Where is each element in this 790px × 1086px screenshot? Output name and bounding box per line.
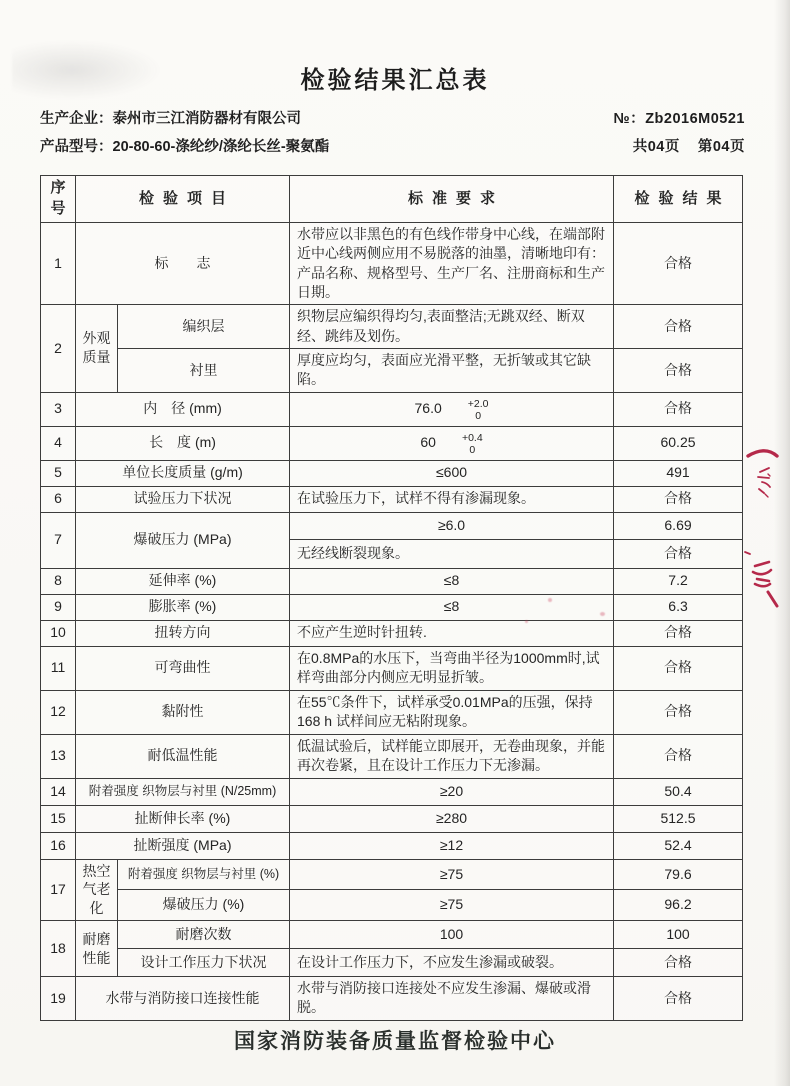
row-no: 1	[41, 223, 76, 305]
row-result: 合格	[614, 690, 743, 734]
row-no: 15	[41, 805, 76, 832]
row-no: 7	[41, 512, 76, 568]
row-result: 合格	[614, 392, 743, 426]
row-result: 合格	[614, 348, 743, 392]
row-item: 附着强度 织物层与衬里 (N/25mm)	[76, 778, 290, 805]
table-row	[41, 348, 743, 392]
row-requirement: 在试验压力下，试样不得有渗漏现象。	[290, 486, 614, 512]
table-row	[41, 486, 743, 512]
page-count: 共04页	[632, 139, 680, 155]
row-item: 试验压力下状况	[76, 486, 290, 512]
row-result: 合格	[614, 646, 743, 690]
row-result: 60.25	[614, 426, 743, 460]
row-no: 13	[41, 734, 76, 778]
table-row	[41, 977, 743, 1021]
row-result: 96.2	[614, 889, 743, 920]
dimension-value: 60	[420, 434, 436, 451]
row-no: 5	[41, 460, 76, 486]
row-item: 膨胀率 (%)	[76, 594, 290, 620]
row-result: 100	[614, 921, 743, 949]
row-requirement: 低温试验后，试样能立即展开，无卷曲现象，并能再次卷紧，且在设计工作压力下无渗漏。	[290, 734, 614, 778]
page-indicator	[633, 135, 745, 156]
table-row	[41, 512, 743, 539]
row-item: 黏附性	[76, 690, 290, 734]
row-requirement: 水带与消防接口连接处不应发生渗漏、爆破或滑脱。	[290, 977, 614, 1021]
row-no: 16	[41, 832, 76, 859]
table-row	[41, 646, 743, 690]
row-requirement: 织物层应编织得均匀,表面整洁;无跳双经、断双经、跳纬及划伤。	[290, 305, 614, 349]
issuing-authority: 国家消防装备质量监督检验中心	[234, 1030, 556, 1053]
table-row	[41, 859, 743, 889]
table-row	[41, 460, 743, 486]
table-row	[41, 568, 743, 594]
header-item: 检验项目	[76, 176, 290, 223]
row-result: 50.4	[614, 778, 743, 805]
row-result: 合格	[614, 539, 743, 568]
row-item: 可弯曲性	[76, 646, 290, 690]
row-no: 6	[41, 486, 76, 512]
row-no: 8	[41, 568, 76, 594]
dimension-value: 76.0	[414, 400, 442, 417]
row-no: 3	[41, 392, 76, 426]
row-item: 爆破压力 (%)	[118, 889, 290, 920]
row-item: 耐磨次数	[118, 921, 290, 949]
row-no: 19	[41, 977, 76, 1021]
report-number-label: №：	[613, 111, 646, 127]
page-current: 第04页	[697, 139, 745, 155]
row-result: 合格	[614, 486, 743, 512]
row-group: 热空气老化	[76, 859, 118, 921]
table-row	[41, 223, 743, 305]
table-row	[41, 832, 743, 859]
row-item: 延伸率 (%)	[76, 568, 290, 594]
row-requirement: 100	[290, 921, 614, 949]
row-result: 6.3	[614, 594, 743, 620]
row-requirement: 在55℃条件下，试样承受0.01MPa的压强，保持168 h 试样间应无粘附现象。	[290, 690, 614, 734]
row-item: 扯断强度 (MPa)	[76, 832, 290, 859]
row-requirement: ≤8	[290, 594, 614, 620]
row-result: 合格	[614, 734, 743, 778]
row-item: 内 径 (mm)	[76, 392, 290, 426]
table-row	[41, 949, 743, 977]
row-item: 衬里	[118, 348, 290, 392]
row-result: 合格	[614, 977, 743, 1021]
product-model	[40, 135, 329, 156]
tolerance: +2.0 0	[467, 397, 489, 422]
row-item: 附着强度 织物层与衬里 (%)	[118, 859, 290, 889]
table-row	[41, 594, 743, 620]
row-requirement: 在设计工作压力下，不应发生渗漏或破裂。	[290, 949, 614, 977]
row-requirement: 水带应以非黑色的有色线作带身中心线，在端部附近中心线两侧应用不易脱落的油墨，清晰地印有：产品名称、规格型号、生产厂名、注册商标和生产日期。	[290, 223, 614, 305]
table-row	[41, 805, 743, 832]
product-model-value: 20-80-60-涤纶纱/涤纶长丝-聚氨酯	[112, 139, 330, 155]
table-row	[41, 734, 743, 778]
row-result: 6.69	[614, 512, 743, 539]
table-row	[41, 305, 743, 349]
row-item: 爆破压力 (MPa)	[76, 512, 290, 568]
row-requirement: ≥6.0	[290, 512, 614, 539]
product-model-label: 产品型号：	[40, 139, 113, 155]
row-requirement	[290, 426, 614, 460]
table-row	[41, 426, 743, 460]
row-requirement: ≤8	[290, 568, 614, 594]
row-result: 7.2	[614, 568, 743, 594]
report-number	[614, 107, 745, 128]
row-requirement: 不应产生逆时针扭转.	[290, 620, 614, 646]
manufacturer-label: 生产企业：	[40, 111, 113, 127]
inspection-results-table	[40, 175, 743, 1021]
header-no: 序号	[41, 176, 76, 223]
row-no: 12	[41, 690, 76, 734]
row-requirement: 厚度应均匀，表面应光滑平整，无折皱或其它缺陷。	[290, 348, 614, 392]
page-title: 检验结果汇总表	[300, 67, 490, 94]
table-row	[41, 620, 743, 646]
row-group: 耐磨性能	[76, 921, 118, 977]
row-result: 512.5	[614, 805, 743, 832]
table-row	[41, 392, 743, 426]
red-speck	[548, 598, 552, 602]
row-requirement: ≥75	[290, 889, 614, 920]
paper-edge-shadow	[774, 0, 790, 1086]
row-result: 合格	[614, 305, 743, 349]
header-result: 检验结果	[614, 176, 743, 223]
row-no: 17	[41, 859, 76, 921]
row-requirement: 无经线断裂现象。	[290, 539, 614, 568]
meta-row-manufacturer	[40, 107, 745, 128]
row-result: 合格	[614, 620, 743, 646]
table-row	[41, 921, 743, 949]
row-group: 外观质量	[76, 305, 118, 392]
row-item: 标 志	[76, 223, 290, 305]
row-item: 设计工作压力下状况	[118, 949, 290, 977]
row-requirement: ≥75	[290, 859, 614, 889]
red-speck	[525, 620, 528, 623]
row-item: 耐低温性能	[76, 734, 290, 778]
row-item: 编织层	[118, 305, 290, 349]
row-no: 11	[41, 646, 76, 690]
table-row	[41, 690, 743, 734]
row-item: 长 度 (m)	[76, 426, 290, 460]
row-no: 18	[41, 921, 76, 977]
row-item: 单位长度质量 (g/m)	[76, 460, 290, 486]
row-requirement: ≤600	[290, 460, 614, 486]
meta-row-product	[40, 135, 745, 156]
row-result: 52.4	[614, 832, 743, 859]
report-number-value: Zb2016M0521	[645, 111, 745, 127]
row-result: 491	[614, 460, 743, 486]
manufacturer	[40, 107, 301, 128]
row-requirement: ≥280	[290, 805, 614, 832]
row-no: 4	[41, 426, 76, 460]
tolerance: +0.4 0	[461, 431, 483, 456]
manufacturer-value: 泰州市三江消防器材有限公司	[112, 111, 301, 127]
row-result: 合格	[614, 949, 743, 977]
row-result: 79.6	[614, 859, 743, 889]
row-item: 扭转方向	[76, 620, 290, 646]
row-no: 9	[41, 594, 76, 620]
red-speck	[600, 612, 605, 616]
table-row	[41, 778, 743, 805]
row-result: 合格	[614, 223, 743, 305]
row-requirement: ≥12	[290, 832, 614, 859]
row-requirement	[290, 392, 614, 426]
row-item: 扯断伸长率 (%)	[76, 805, 290, 832]
row-requirement: 在0.8MPa的水压下，当弯曲半径为1000mm时,试样弯曲部分内侧应无明显折皱。	[290, 646, 614, 690]
row-requirement: ≥20	[290, 778, 614, 805]
row-no: 10	[41, 620, 76, 646]
row-no: 2	[41, 305, 76, 392]
row-item: 水带与消防接口连接性能	[76, 977, 290, 1021]
row-no: 14	[41, 778, 76, 805]
header-requirement: 标准要求	[290, 176, 614, 223]
table-row	[41, 889, 743, 920]
table-header-row	[41, 176, 743, 223]
